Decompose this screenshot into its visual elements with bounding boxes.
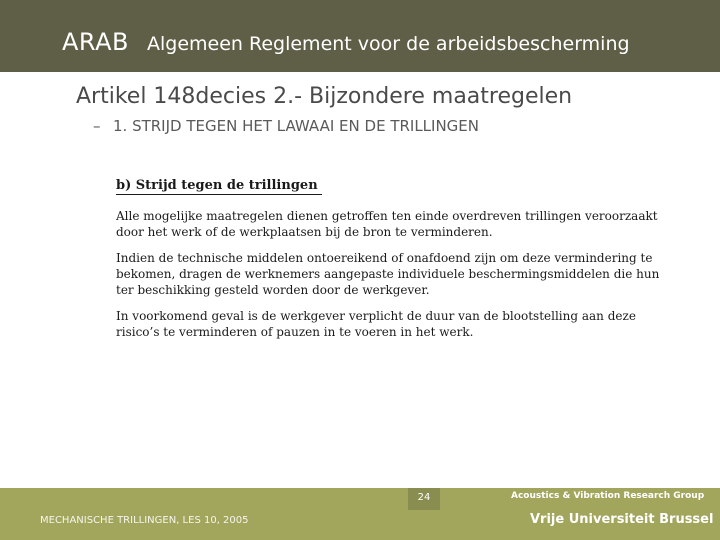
scan-paragraph: Indien de technische middelen ontoereikend of onafdoend zijn om deze vermindering te bekomen, dragen de werknemers aangepaste individuele beschermingsmiddelen die hun ter beschikking gesteld worden door de werkgever. — [116, 251, 660, 297]
scan-paragraph: In voorkomend geval is de werkgever verplicht de duur van de blootstelling aan deze risico’s te verminderen of pauzen in te voeren in het werk. — [116, 309, 636, 339]
subtitle-text: 1. STRIJD TEGEN HET LAWAAI EN DE TRILLINGEN — [113, 117, 480, 135]
scanned-text-excerpt — [116, 174, 661, 340]
slide-subtitle — [93, 116, 479, 136]
subtitle-dash: – — [93, 117, 101, 135]
header-brand: ARAB — [62, 28, 130, 56]
footer-course: MECHANISCHE TRILLINGEN, LES 10, 2005 — [40, 515, 249, 526]
header-bar — [0, 0, 720, 72]
slide-title: Artikel 148decies 2.- Bijzondere maatregelen — [76, 84, 573, 109]
footer-university: Vrije Universiteit Brussel — [530, 512, 714, 527]
page-number: 24 — [417, 492, 431, 503]
header-title: Algemeen Reglement voor de arbeidsbescherming — [147, 33, 630, 55]
footer-research-group: Acoustics & Vibration Research Group — [511, 491, 705, 501]
scan-paragraph: Alle mogelijke maatregelen dienen getroffen ten einde overdreven trillingen veroorzaakt door het werk of de werkplaatsen bij de bron te verminderen. — [116, 209, 658, 239]
scan-heading: b) Strijd tegen de trillingen — [116, 177, 322, 195]
